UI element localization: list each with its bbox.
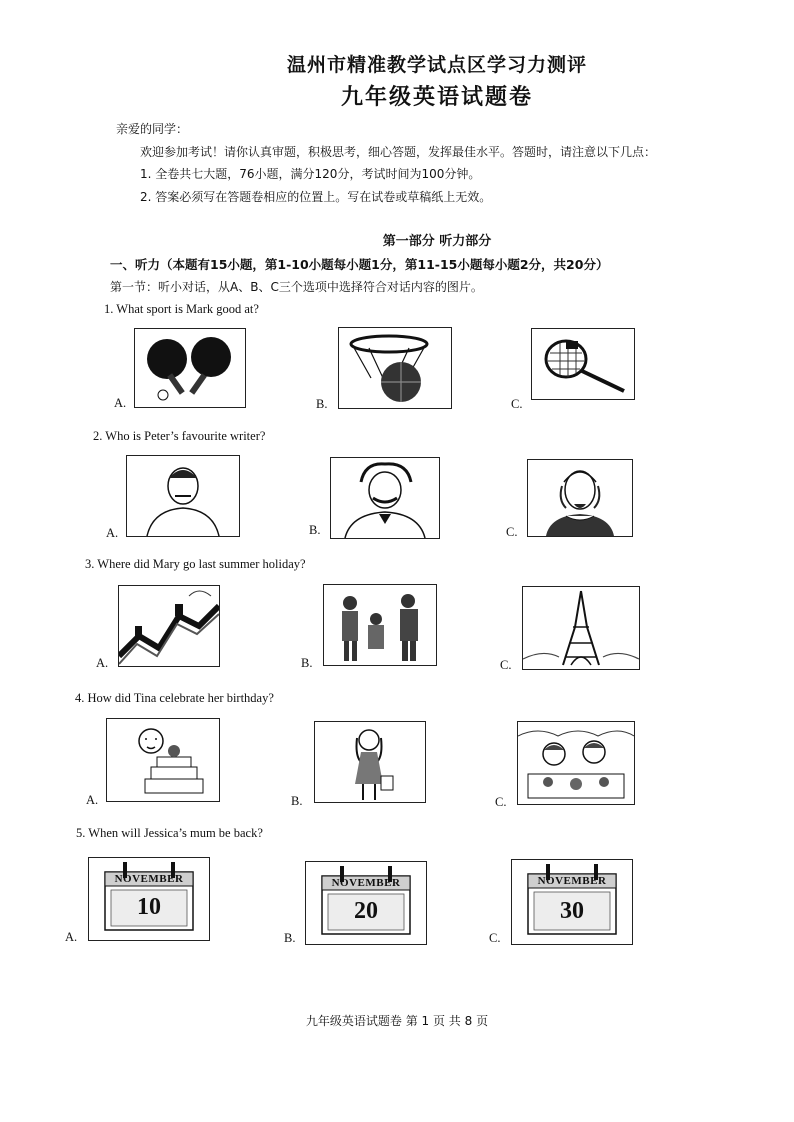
option-1a-label: A.	[114, 396, 127, 410]
writer-portrait-a-icon[interactable]	[126, 455, 240, 537]
option-5a-label: A.	[65, 930, 78, 944]
option-2a-label: A.	[106, 526, 119, 540]
option-2b-label: B.	[309, 523, 321, 537]
question-5: 5. When will Jessica’s mum be back?	[76, 826, 263, 840]
instruction-point-2: 2. 答案必须写在答题卷相应的位置上。写在试卷或草稿纸上无效。	[140, 190, 492, 204]
option-4a-label: A.	[86, 793, 99, 807]
calendar-icon[interactable]	[88, 857, 210, 941]
option-5b-label: B.	[284, 931, 296, 945]
calendar-icon[interactable]	[511, 859, 633, 945]
subsection-heading: 第一节：听小对话，从A、B、C三个选项中选择符合对话内容的图片。	[110, 280, 483, 294]
question-4: 4. How did Tina celebrate her birthday?	[75, 691, 274, 705]
option-4c-label: C.	[495, 795, 507, 809]
instructions-intro: 欢迎参加考试！请你认真审题，积极思考，细心答题，发挥最佳水平。答题时，请注意以下几点：	[140, 145, 657, 159]
great-wall-icon[interactable]	[118, 585, 220, 667]
exam-title-line1: 温州市精准教学试点区学习力测评	[286, 54, 587, 76]
calendar-day: 20	[354, 898, 378, 924]
question-1: 1. What sport is Mark good at?	[104, 302, 259, 316]
calendar-day: 30	[560, 898, 584, 924]
option-1c-label: C.	[511, 397, 523, 411]
shopping-girl-icon[interactable]	[314, 721, 426, 803]
greeting: 亲爱的同学：	[116, 122, 189, 136]
question-2: 2. Who is Peter’s favourite writer?	[93, 429, 266, 443]
eiffel-tower-icon[interactable]	[522, 586, 640, 670]
writer-portrait-b-icon[interactable]	[330, 457, 440, 539]
calendar-month: NOVEMBER	[114, 873, 184, 885]
option-2c-label: C.	[506, 525, 518, 539]
tennis-racket-icon[interactable]	[531, 328, 635, 400]
birthday-cake-icon[interactable]	[106, 718, 220, 802]
option-4b-label: B.	[291, 794, 303, 808]
ping-pong-paddles-icon[interactable]	[134, 328, 246, 408]
party-table-icon[interactable]	[517, 721, 635, 805]
question-3: 3. Where did Mary go last summer holiday?	[85, 557, 306, 571]
basketball-hoop-icon[interactable]	[338, 327, 452, 409]
option-1b-label: B.	[316, 397, 328, 411]
option-3c-label: C.	[500, 658, 512, 672]
option-3b-label: B.	[301, 656, 313, 670]
calendar-month: NOVEMBER	[537, 875, 607, 887]
instruction-point-1: 1. 全卷共七大题，76小题，满分120分，考试时间为100分钟。	[140, 167, 481, 181]
exam-title-line2: 九年级英语试题卷	[340, 84, 533, 110]
section-title: 第一部分 听力部分	[382, 234, 492, 249]
listening-part-heading: 一、听力（本题有15小题，第1-10小题每小题1分，第11-15小题每小题2分，共20分）	[110, 257, 609, 272]
calendar-day: 10	[137, 894, 161, 920]
calendar-month: NOVEMBER	[331, 877, 401, 889]
writer-portrait-c-icon[interactable]	[527, 459, 633, 537]
option-3a-label: A.	[96, 656, 109, 670]
page-footer: 九年级英语试题卷 第 1 页 共 8 页	[305, 1014, 489, 1028]
calendar-icon[interactable]	[305, 861, 427, 945]
terracotta-warriors-icon[interactable]	[323, 584, 437, 666]
option-5c-label: C.	[489, 931, 501, 945]
